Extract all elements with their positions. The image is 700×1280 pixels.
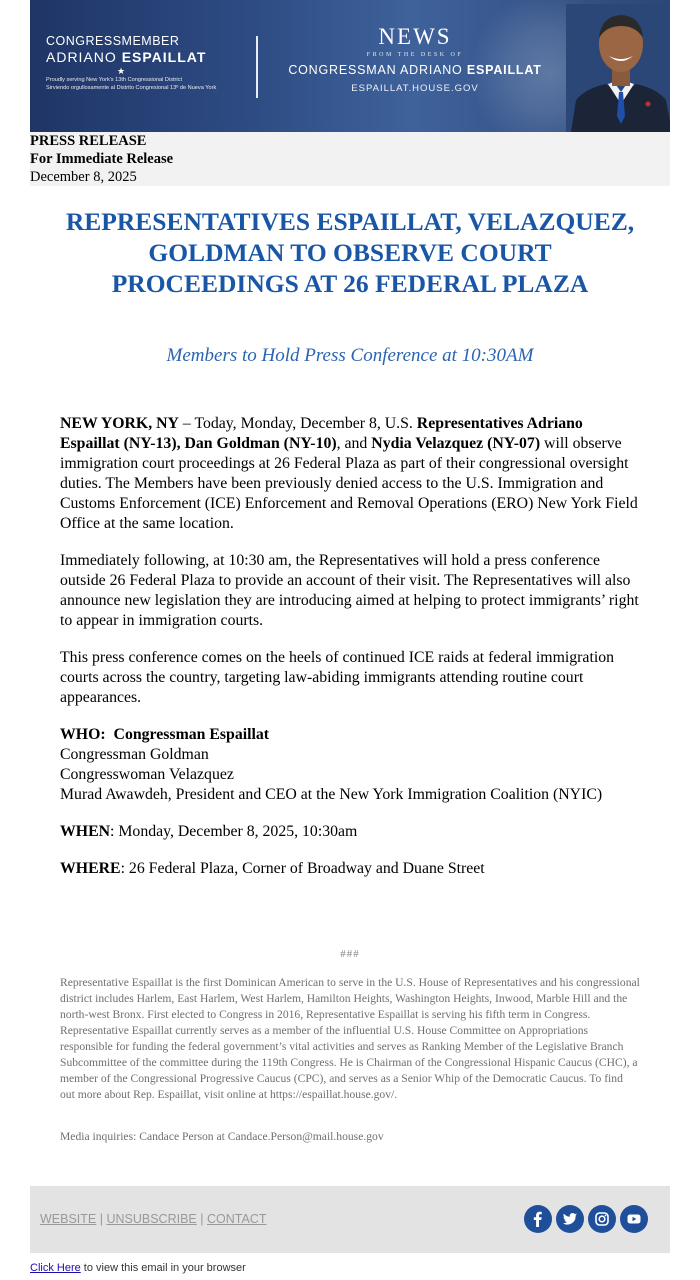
banner-congressmember-label: CONGRESSMEMBER	[46, 34, 180, 48]
press-release-label: PRESS RELEASE	[30, 133, 147, 149]
banner-tagline-en: Proudly serving New York's 13th Congressional District	[46, 77, 183, 83]
where-line: WHERE: 26 Federal Plaza, Corner of Broadway and Duane Street	[60, 860, 485, 877]
unsubscribe-link[interactable]: UNSUBSCRIBE	[106, 1212, 197, 1226]
who-item: Congresswoman Velazquez	[60, 766, 234, 783]
body-paragraph-1: NEW YORK, NY – Today, Monday, December 8, U.S. Representatives Adriano Espaillat (NY-13), Dan Goldman (NY-10), and Nydia Velazquez (NY-07) will observe immigration court proceedings at 26 Federal Plaza as part of their congressional oversight duties. The Members have been previously denied access to the U.S. Immigration and Customs Enforcement (ICE) Enforcement and Removal Operations (ERO) New York Field Office at the same location.	[60, 415, 638, 532]
release-info	[30, 132, 670, 186]
website-link[interactable]: WEBSITE	[40, 1212, 97, 1226]
immediate-release-label: For Immediate Release	[30, 151, 174, 167]
who-section	[60, 725, 642, 805]
banner-desk-name: CONGRESSMAN ADRIANO ESPAILLAT	[288, 63, 542, 77]
youtube-icon[interactable]	[620, 1205, 648, 1233]
contact-link[interactable]: CONTACT	[206, 1212, 267, 1226]
footer-links: WEBSITE | UNSUBSCRIBE | CONTACT	[40, 1212, 267, 1226]
page-title: REPRESENTATIVES ESPAILLAT, VELAZQUEZ, GOLDMAN TO OBSERVE COURT PROCEEDINGS AT 26 FEDERAL PLAZA	[65, 207, 635, 298]
view-in-browser: Click Here to view this email in your browser	[30, 1262, 246, 1274]
header-banner	[30, 0, 670, 132]
media-inquiries: Media inquiries: Candace Person at Candace.Person@mail.house.gov	[60, 1130, 384, 1143]
subheadline: Members to Hold Press Conference at 10:30AM	[166, 345, 534, 366]
banner-divider	[256, 36, 258, 98]
body-paragraph-3: This press conference comes on the heels of continued ICE raids at federal immigration courts across the country, targeting law-abiding immigrants attending routine court appearances.	[60, 649, 615, 706]
banner-from-desk: FROM THE DESK OF	[366, 52, 464, 58]
body-paragraph-2: Immediately following, at 10:30 am, the Representatives will hold a press conference outside 26 Federal Plaza to provide an account of their visit. The Representatives will also announce new legislation they are introducing aimed at helping to protect immigrants’ right to appear in immigration courts.	[60, 552, 639, 629]
banner-news-title: NEWS	[378, 24, 452, 49]
banner-website: ESPAILLAT.HOUSE.GOV	[351, 83, 479, 94]
congressman-portrait	[566, 4, 670, 132]
who-item: Congressman Espaillat	[113, 726, 270, 743]
banner-tagline-es: Sirviendo orgullosamente al Distrito Congresional 13º de Nueva York	[46, 85, 217, 91]
twitter-icon[interactable]	[556, 1205, 584, 1233]
banner-name: ADRIANO ESPAILLAT	[46, 49, 207, 65]
when-line: WHEN: Monday, December 8, 2025, 10:30am	[60, 823, 358, 840]
press-body	[60, 414, 642, 896]
star-icon: ★	[116, 66, 126, 76]
banner-congressmember-block	[46, 34, 256, 92]
who-label: WHO:	[60, 726, 106, 743]
banner-news-block	[270, 24, 560, 96]
bio-paragraph: Representative Espaillat is the first Dominican American to serve in the U.S. House of Representatives and his congressional district includes Harlem, East Harlem, West Harlem, Hamilton Heights, Washington Heights, Inwood, Marble Hill and the north-west Bronx. First elected to Congress in 2016, Representative Espaillat is serving his fifth term in Congress. Representative Espaillat currently serves as a member of the influential U.S. House Committee on Appropriations responsible for funding the federal government’s vital activities and serves as Ranking Member of the Legislative Branch Subcommittee of the committee during the 119th Congress. He is Chairman of the Congressional Hispanic Caucus (CHC), a member of the Congressional Progressive Caucus (CPC), and serves as a Senior Whip of the Democratic Caucus. To find out more about Rep. Espaillat, visit online at https://espaillat.house.gov/.	[60, 976, 640, 1101]
social-links	[524, 1205, 648, 1233]
end-marker: ###	[340, 948, 360, 960]
release-date: December 8, 2025	[30, 169, 137, 185]
instagram-icon[interactable]	[588, 1205, 616, 1233]
who-item: Congressman Goldman	[60, 746, 209, 763]
click-here-link[interactable]: Click Here	[30, 1262, 81, 1274]
who-item: Murad Awawdeh, President and CEO at the New York Immigration Coalition (NYIC)	[60, 786, 603, 803]
facebook-icon[interactable]	[524, 1205, 552, 1233]
footer	[30, 1186, 670, 1253]
